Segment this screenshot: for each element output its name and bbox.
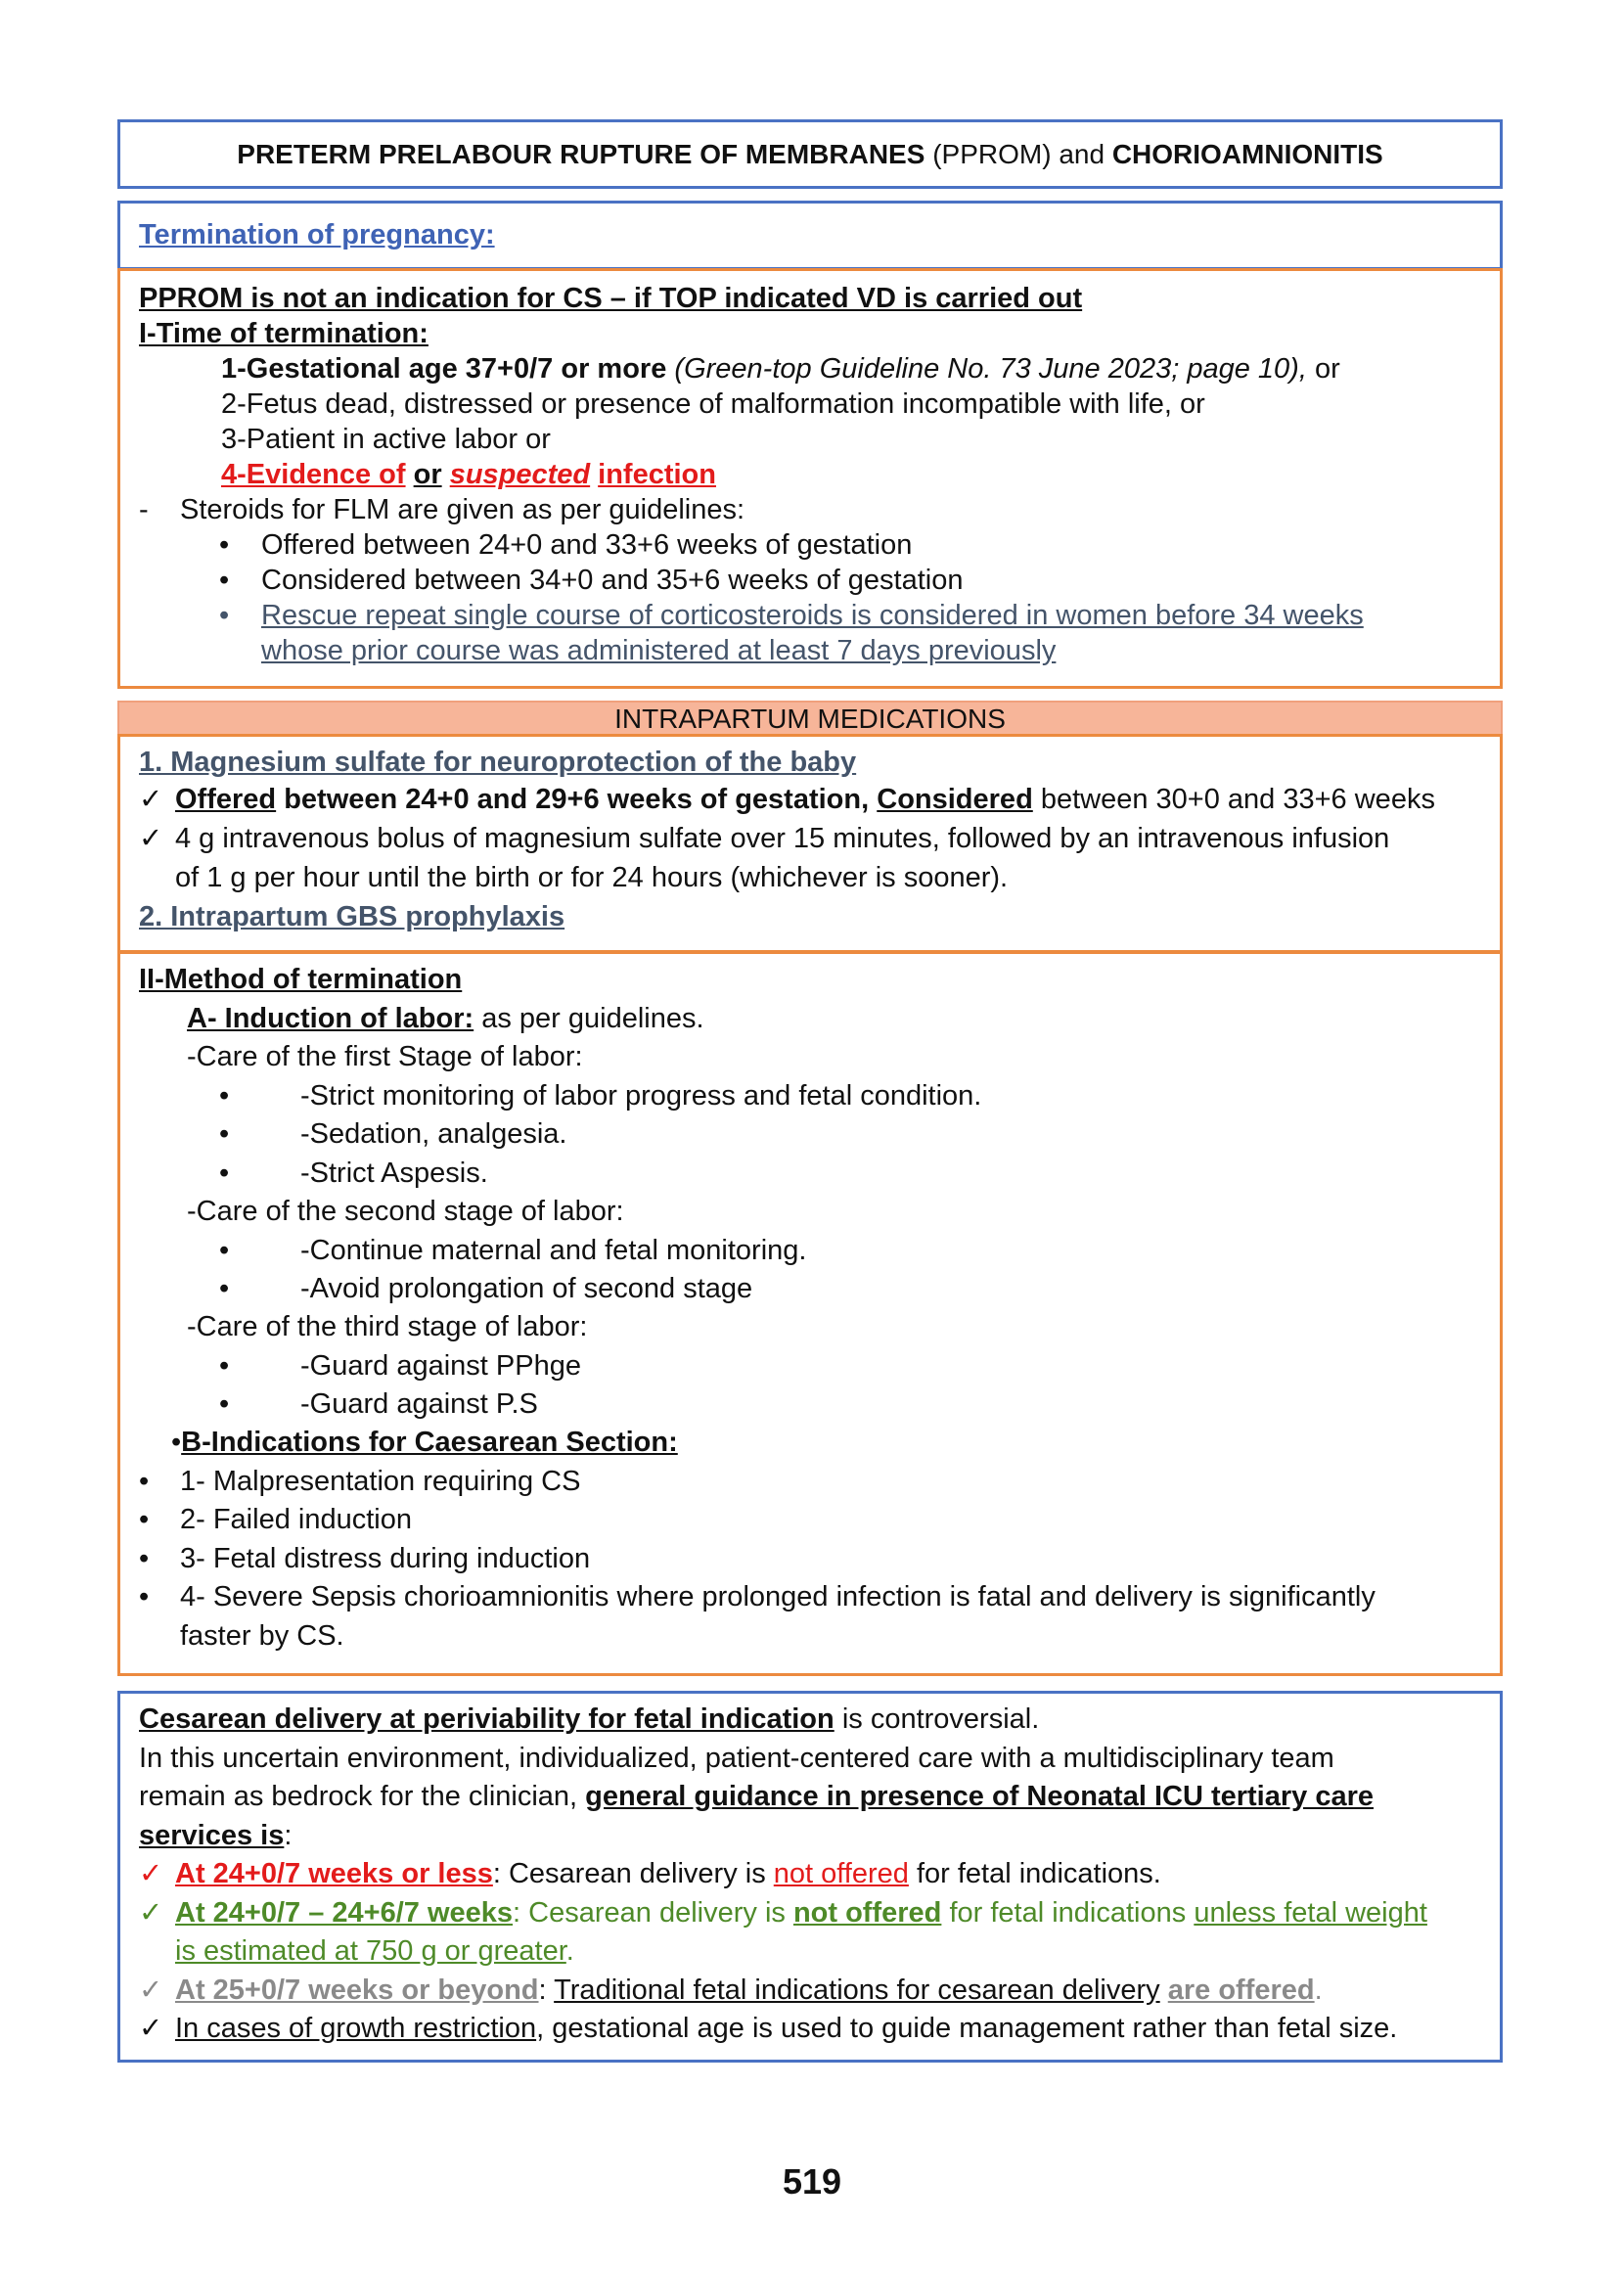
considered-range: between 30+0 and 33+6 weeks [1040, 784, 1435, 815]
title-main: PRETERM PRELABOUR RUPTURE OF MEMBRANES [237, 138, 925, 169]
rule-24-range-cont [175, 1933, 574, 1969]
offered-range: between 24+0 and 29+6 weeks of gestation, [284, 784, 870, 815]
item4-b: or [413, 459, 442, 490]
induction-label: A- Induction of labor: [187, 1003, 474, 1034]
cesarean-para-2 [139, 1779, 1374, 1814]
r2-d: for fetal indications [949, 1897, 1187, 1929]
bullet-marker: • [219, 565, 230, 596]
magnesium-line-2a: 4 g intravenous bolus of magnesium sulfate over 15 minutes, followed by an intravenous infusion [175, 823, 1390, 854]
cesarean-heading-line [139, 1702, 1039, 1737]
considered-label: Considered [877, 784, 1033, 815]
title-abbr: (PPROM) [932, 138, 1052, 169]
check-icon: ✓ [139, 2013, 163, 2044]
bullet-marker: • [219, 600, 230, 631]
stage1-item: -Strict Aspesis. [300, 1158, 488, 1189]
stage3-item: -Guard against P.S [300, 1388, 538, 1420]
cs-note: PPROM is not an indication for CS – if TOP indicated VD is carried out [139, 283, 1083, 314]
bullet-marker: • [139, 1581, 150, 1612]
rule-24-range [175, 1895, 1427, 1930]
bullet-marker: • [219, 1235, 230, 1266]
stage2-item: -Continue maternal and fetal monitoring. [300, 1235, 807, 1266]
magnesium-heading: 1. Magnesium sulfate for neuroprotection of the baby [139, 747, 857, 778]
steroids-dash: - [139, 494, 149, 525]
stage2-item: -Avoid prolongation of second stage [300, 1273, 753, 1304]
cesarean-heading: Cesarean delivery at periviability for fetal indication [139, 1703, 835, 1735]
check-icon: ✓ [139, 784, 163, 815]
cs-item: 4- Severe Sepsis chorioamnionitis where prolonged infection is fatal and delivery is significantly [180, 1581, 1376, 1612]
rescue-line-1: Rescue repeat single course of corticosteroids is considered in women before 34 weeks [261, 600, 1364, 631]
steroids-line: Steroids for FLM are given as per guidelines: [180, 494, 745, 525]
bullet-marker: • [219, 1080, 230, 1112]
steroid-bullet-2: Considered between 34+0 and 35+6 weeks of gestation [261, 565, 964, 596]
para2-b: general guidance in presence of Neonatal ICU tertiary care [585, 1781, 1374, 1812]
title-and: and [1059, 138, 1105, 169]
check-icon: ✓ [139, 1858, 163, 1889]
intrapartum-header: INTRAPARTUM MEDICATIONS [117, 701, 1503, 736]
page-number: 519 [782, 2161, 842, 2202]
bullet-marker: • [171, 1427, 182, 1458]
r2-f: is estimated at 750 g or greater [175, 1935, 566, 1967]
cs-heading-line [171, 1425, 678, 1460]
bullet-marker: • [219, 1350, 230, 1382]
r3-a: At 25+0/7 weeks or beyond [175, 1975, 539, 2006]
time-item-1 [221, 351, 1340, 386]
cs-item: 2- Failed induction [180, 1504, 412, 1535]
induction-tail: as per guidelines. [481, 1003, 704, 1034]
cs-item: 3- Fetal distress during induction [180, 1543, 591, 1574]
cs-item-continued: faster by CS. [180, 1620, 344, 1652]
r3-c: Traditional fetal indications for cesarean delivery [554, 1975, 1160, 2006]
bullet-marker: • [139, 1466, 150, 1497]
r1-d: for fetal indications. [916, 1858, 1161, 1889]
steroid-bullet-1: Offered between 24+0 and 33+6 weeks of gestation [261, 529, 913, 561]
para2-a: remain as bedrock for the clinician, [139, 1781, 578, 1812]
stage1-item: -Sedation, analgesia. [300, 1118, 567, 1150]
para3-b: : [284, 1820, 293, 1851]
cesarean-para-3 [139, 1818, 292, 1853]
r2-c: not offered [792, 1897, 942, 1929]
bullet-marker: • [139, 1543, 150, 1574]
method-section [117, 951, 1503, 1676]
r2-a: At 24+0/7 – 24+6/7 weeks [175, 1897, 514, 1929]
item4-a: 4-Evidence of [221, 459, 406, 490]
time-item-4 [221, 457, 716, 492]
bullet-marker: • [219, 529, 230, 561]
check-icon: ✓ [139, 823, 163, 854]
bullet-marker: • [219, 1158, 230, 1189]
r2-g: . [565, 1935, 574, 1967]
item1-ref: (Green-top Guideline No. 73 June 2023; page 10), [674, 353, 1307, 385]
rule-24-or-less [175, 1856, 1161, 1891]
intrapartum-section [117, 734, 1503, 953]
stage1-item: -Strict monitoring of labor progress and fetal condition. [300, 1080, 982, 1112]
r1-b: : Cesarean delivery is [492, 1858, 766, 1889]
cesarean-para-1: In this uncertain environment, individualized, patient-centered care with a multidisciplinary team [139, 1743, 1334, 1774]
stage3-heading: -Care of the third stage of labor: [187, 1311, 588, 1342]
check-icon: ✓ [139, 1897, 163, 1929]
cs-item: 1- Malpresentation requiring CS [180, 1466, 581, 1497]
cesarean-heading-tail: is controversial. [841, 1703, 1040, 1735]
r3-e: . [1314, 1975, 1323, 2006]
r1-a: At 24+0/7 weeks or less [175, 1858, 493, 1889]
time-heading: I-Time of termination: [139, 318, 429, 349]
bullet-marker: • [139, 1504, 150, 1535]
rescue-line-2: whose prior course was administered at least 7 days previously [261, 635, 1057, 666]
stage2-heading: -Care of the second stage of labor: [187, 1196, 624, 1227]
bullet-marker: • [219, 1118, 230, 1150]
r3-d: are offered [1167, 1975, 1315, 2006]
r4-a: In cases of growth restriction [175, 2013, 537, 2044]
magnesium-line-1 [175, 782, 1435, 817]
r4-b: , gestational age is used to guide management rather than fetal size. [536, 2013, 1398, 2044]
time-item-3: 3-Patient in active labor or [221, 424, 551, 455]
r2-e: unless fetal weight [1194, 1897, 1427, 1929]
induction-line [187, 1001, 704, 1036]
title-second: CHORIOAMNIONITIS [1111, 138, 1383, 169]
time-item-2: 2-Fetus dead, distressed or presence of malformation incompatible with life, or [221, 388, 1205, 420]
page-title [237, 139, 1382, 170]
offered-label: Offered [175, 784, 277, 815]
magnesium-line-2b: of 1 g per hour until the birth or for 24 hours (whichever is sooner). [175, 862, 1009, 893]
item4-c: suspected [449, 459, 591, 490]
item4-d: infection [598, 459, 716, 490]
check-icon: ✓ [139, 1975, 163, 2006]
rule-growth-restriction [175, 2011, 1397, 2046]
r2-b: : Cesarean delivery is [513, 1897, 786, 1929]
item1-bold: 1-Gestational age 37+0/7 or more [221, 353, 667, 385]
termination-heading: Termination of pregnancy: [139, 219, 495, 250]
stage1-heading: -Care of the first Stage of labor: [187, 1041, 583, 1072]
para3-a: services is [139, 1820, 285, 1851]
r3-b: : [538, 1975, 547, 2006]
cs-heading: B-Indications for Caesarean Section: [181, 1427, 678, 1458]
title-box [117, 119, 1503, 189]
bullet-marker: • [219, 1273, 230, 1304]
cesarean-section [117, 1691, 1503, 2063]
bullet-marker: • [219, 1388, 230, 1420]
stage3-item: -Guard against PPhge [300, 1350, 581, 1382]
item1-tail: or [1314, 353, 1340, 385]
termination-heading-box [117, 201, 1503, 270]
method-heading: II-Method of termination [139, 964, 463, 995]
r1-c: not offered [773, 1858, 909, 1889]
gbs-heading: 2. Intrapartum GBS prophylaxis [139, 901, 565, 932]
time-section [117, 268, 1503, 689]
rule-25-or-beyond [175, 1973, 1323, 2008]
